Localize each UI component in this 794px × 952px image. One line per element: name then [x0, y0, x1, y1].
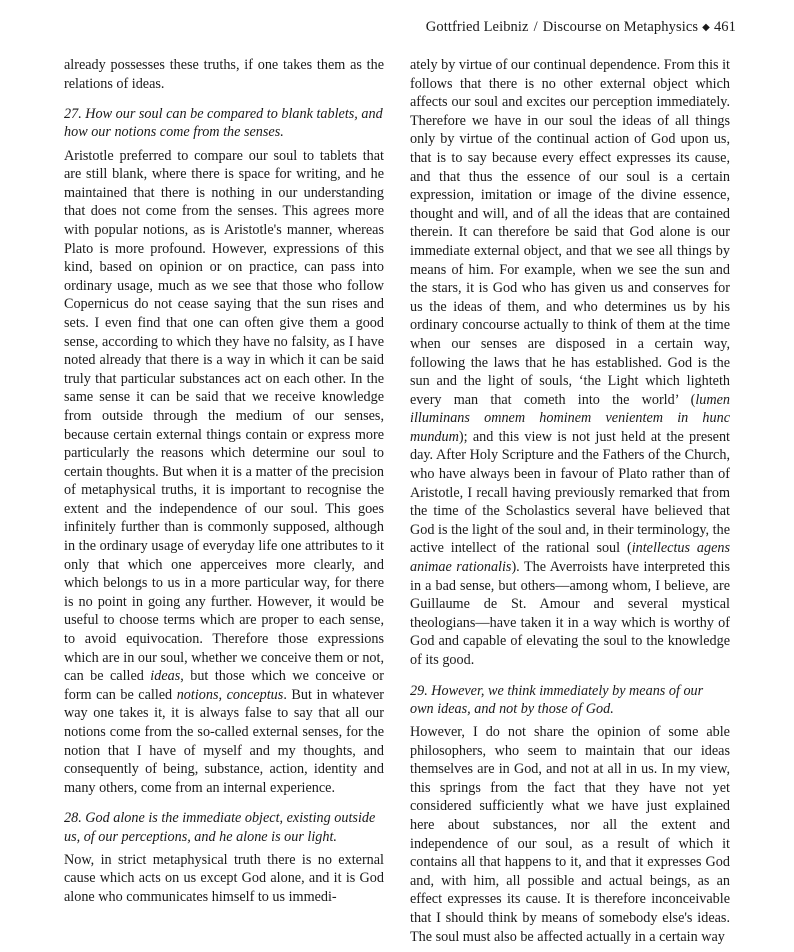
header-author: Gottfried Leibniz [425, 19, 529, 35]
section-27-paragraph [64, 147, 384, 798]
latin-intellectus: intellectus agens animae rationalis [410, 540, 730, 576]
header-work-title: Discourse on Metaphysics [542, 19, 699, 35]
right-column [410, 56, 730, 946]
section-28-text-3: ). The Averroists have interpreted this in a bad sense, but others—among whom, I believe, are Guillaume de St. Amour and several mystical theologians—have taken it in a way which is worthy of God and capable of elevating the soul to the knowledge of its good. [410, 559, 730, 668]
section-28-text-2: ); and this view is not just held at the present day. After Holy Scripture and the Fathers of the Church, who have always been in favour of Plato rather than of Aristotle, I recall having previously remarked that from the time of the Scholastics several have believed that God is the light of the soul and, in their terminology, the active intellect of the rational soul ( [410, 428, 730, 557]
term-ideas: ideas [150, 668, 181, 685]
section-27-text-2: , but those which we conceive or form can be called [64, 668, 384, 703]
section-heading-28: 28. God alone is the immediate object, existing outside us, of our perceptions, and he alone is our light. [64, 810, 376, 845]
section-27-text-3: . But in whatever way one takes it, it is always false to say that all our notions come from the so-called external senses, for the notion that I have of myself and my thoughts, and consequently of being, substance, action, identity and many others, come from an internal experience. [64, 686, 385, 796]
header-separator: / [533, 19, 538, 35]
continued-paragraph: already possesses these truths, if one takes them as the relations of ideas. [64, 57, 384, 92]
left-column [64, 56, 384, 907]
section-29-paragraph: However, I do not share the opinion of some able philosophers, who seem to maintain that our ideas themselves are in God, and not at all in us. In my view, this springs from the fact that they have not yet considered sufficiently what we have just explained here about substances, nor all the extent and independence of our soul, as a result of which it contains all that happens to it, and that it expresses God and, with him, all possible and actual beings, as an effect expresses its cause. It is therefore inconceivable that I should think by means of somebody else's ideas. The soul must also be affected actually in a certain way [410, 724, 730, 945]
section-28-paragraph-start: Now, in strict metaphysical truth there is no external cause which acts on us except God alone, and it is God alone who communicates himself to us immedi- [64, 851, 384, 905]
term-notions-conceptus: notions, conceptus [176, 686, 284, 703]
diamond-ornament-icon: ◆ [702, 22, 710, 33]
section-heading-27: 27. How our soul can be compared to blank tablets, and how our notions come from the senses. [64, 106, 383, 141]
page-number: 461 [713, 19, 736, 35]
section-27-text-1: Aristotle preferred to compare our soul to tablets that are still blank, where there is space for writing, and he maintained that there is nothing in our understanding that does not come from the senses. This agrees more with popular notions, as is Aristotle's manner, whereas Plato is more profound. However, expressions of this kind, based on opinion or on practice, can pass into ordinary usage, much as we see that those who follow Copernicus do not cease saying that the sun rises and sets. I even find that one can often give them a good sense, according to which they have no falsity, as I have noted already that there is a way in which it can be said truly that particular substances act on each other. In the same sense it can be said that we receive knowledge from outside through the medium of our senses, because certain external things contain or express more particularly the reasons which determine our soul to certain thoughts. But when it is a matter of the precision of metaphysical truths, it is important to recognise the extent and the independence of our soul. This goes infinitely further than is commonly supposed, although in the ordinary usage of everyday life one attributes to it only that which one apperceives more clearly, and which belongs to us in a more particular way, for there is no point in going any further. However, it would be useful to choose terms which are proper to each sense, to avoid equivocation. Therefore those expressions which are in our soul, whether we conceive them or not, can be called [64, 147, 384, 685]
running-head [426, 19, 736, 36]
section-heading-29: 29. However, we think immediately by means of our own ideas, and not by those of God. [410, 682, 704, 717]
section-28-text-1: ately by virtue of our continual dependence. From this it follows that there is no other external object which affects our soul and excites our perception immediately. Therefore we have in our soul the ideas of all things only by virtue of the continual action of God upon us, that is to say because every effect expresses its cause, and that thus the essence of our soul is a certain expression, imitation or image of the divine essence, thought and will, and of all the ideas that are contained therein. It can therefore be said that God alone is our immediate external object, and that we see all things by means of him. For example, when we see the sun and the stars, it is God who has given us and conserves for us the ideas of them, and who determines us by his ordinary concourse actually to think of them at the time when our senses are disposed in a certain way, following the laws that he has established. God is the sun and the light of souls, ‘the Light which lighteth every man that cometh into the world’ ( [410, 57, 730, 408]
latin-quote: lumen illuminans omnem hominem venientem in hunc mundum [410, 391, 730, 445]
section-28-paragraph [410, 56, 730, 670]
